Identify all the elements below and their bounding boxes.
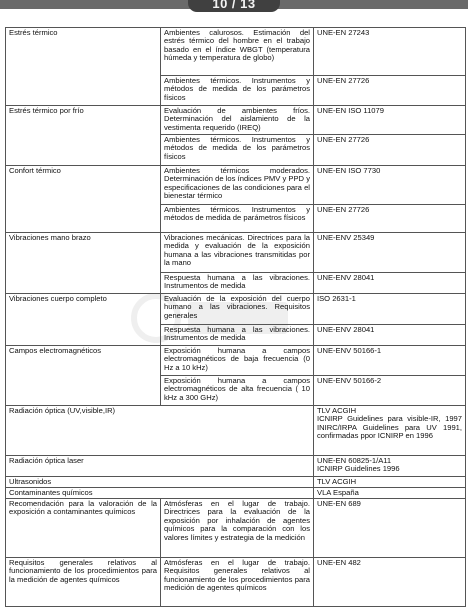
- table-row: [6, 166, 466, 205]
- standard-line: ICNIRP Guidelines para visible-IR, 1997 INIRC/IRPA Guidelines para UV 1991, confirmadas ppor ICNIRP en 1996: [317, 414, 462, 441]
- standard-cell: UNE-ENV 28041: [314, 325, 466, 346]
- risk-cell: Contaminantes químicos: [6, 488, 314, 499]
- description-cell: Ambientes térmicos moderados. Determinación de los índices PMV y PPD y especificaciones de las condiciones para el bienestar térmico: [161, 166, 314, 205]
- standard-cell: UNE-ENV 25349: [314, 233, 466, 273]
- description-cell: Exposición humana a campos electromagnéticos de alta frecuencia ( 10 kHz a 300 GHz): [161, 376, 314, 406]
- description-cell: Vibraciones mecánicas. Directrices para la medida y evaluación de la exposición humana a las vibraciones transmitidas por la mano: [161, 233, 314, 273]
- description-cell: Respuesta humana a las vibraciones. Instrumentos de medida: [161, 325, 314, 346]
- description-cell: Evaluación de la exposición del cuerpo humano a las vibraciones. Requisitos generales: [161, 294, 314, 325]
- table-row: [6, 28, 466, 76]
- standards-table: [5, 27, 466, 607]
- standard-cell: UNE-ENV 50166-1: [314, 346, 466, 376]
- risk-cell: Vibraciones mano brazo: [6, 233, 161, 294]
- standard-cell: UNE-ENV 28041: [314, 273, 466, 294]
- table-row: [6, 346, 466, 376]
- table-row: [6, 499, 466, 558]
- description-cell: Ambientes térmicos. Instrumentos y métodos de medida de los parámetros físicos: [161, 135, 314, 166]
- table-row: [6, 488, 466, 499]
- risk-label: Radiación óptica (UV,visible,IR): [9, 405, 116, 415]
- standard-cell: UNE-EN 482: [314, 558, 466, 607]
- table-row: [6, 294, 466, 325]
- standard-cell: TLV ACGIH: [314, 477, 466, 488]
- risk-cell: Requisitos generales relativos al funcionamiento de los procedimientos para la medición de agentes químicos: [6, 558, 161, 607]
- standard-cell: ISO 2631-1: [314, 294, 466, 325]
- risk-cell: Confort térmico: [6, 166, 161, 233]
- risk-cell: Vibraciones cuerpo completo: [6, 294, 161, 346]
- description-cell: Ambientes térmicos. Instrumentos y métodos de medida de parámetros físicos: [161, 205, 314, 233]
- standard-cell: UNE-EN 27726: [314, 76, 466, 106]
- standard-cell: UNE-EN ISO 11079: [314, 106, 466, 135]
- description-cell: Atmósferas en el lugar de trabajo. Requisitos generales relativos al funcionamiento de los procedimientos para medición de agentes químicos: [161, 558, 314, 607]
- standard-cell: VLA España: [314, 488, 466, 499]
- standard-line: ICNIRP Guidelines 1996: [317, 464, 400, 474]
- table-row: [6, 558, 466, 607]
- standard-cell: [314, 406, 466, 456]
- risk-cell: Radiación óptica laser: [6, 456, 314, 477]
- table-row: [6, 233, 466, 273]
- standard-cell: UNE-EN 689: [314, 499, 466, 558]
- table-row: [6, 477, 466, 488]
- standard-cell: UNE-EN 27243: [314, 28, 466, 76]
- description-cell: Respuesta humana a las vibraciones. Instrumentos de medida: [161, 273, 314, 294]
- risk-cell: [6, 406, 314, 456]
- standard-cell: [314, 456, 466, 477]
- risk-cell: Campos electromagnéticos: [6, 346, 161, 406]
- risk-cell: Recomendación para la valoración de la exposición a contaminantes químicos: [6, 499, 161, 558]
- risk-cell: Ultrasonidos: [6, 477, 314, 488]
- page-indicator: 10 / 13: [188, 0, 280, 12]
- description-cell: Evaluación de ambientes fríos. Determinación del aislamiento de la vestimenta requerido (IREQ): [161, 106, 314, 135]
- description-cell: Atmósferas en el lugar de trabajo. Directrices para la evaluación de la exposición por inhalación de agentes químicos para la comparación con los valores límites y estrategia de la medición: [161, 499, 314, 558]
- standard-cell: UNE-EN ISO 7730: [314, 166, 466, 205]
- table-row: [6, 406, 466, 456]
- description-cell: Ambientes térmicos. Instrumentos y métodos de medida de los parámetros físicos: [161, 76, 314, 106]
- standard-cell: UNE-EN 27726: [314, 135, 466, 166]
- table-row: [6, 106, 466, 135]
- table-row: [6, 456, 466, 477]
- description-cell: Exposición humana a campos electromagnéticos de baja frecuencia (0 Hz a 10 kHz): [161, 346, 314, 376]
- description-cell: Ambientes calurosos. Estimación del estrés térmico del hombre en el trabajo basado en el índice WBGT (temperatura húmeda y temperatura de globo): [161, 28, 314, 76]
- risk-cell: Estrés térmico por frío: [6, 106, 161, 166]
- standard-line: UNE-EN 60825-1/A11: [317, 455, 392, 465]
- standard-cell: UNE-ENV 50166-2: [314, 376, 466, 406]
- standard-cell: UNE-EN 27726: [314, 205, 466, 233]
- risk-cell: Estrés térmico: [6, 28, 161, 106]
- standard-line: TLV ACGIH: [317, 405, 357, 415]
